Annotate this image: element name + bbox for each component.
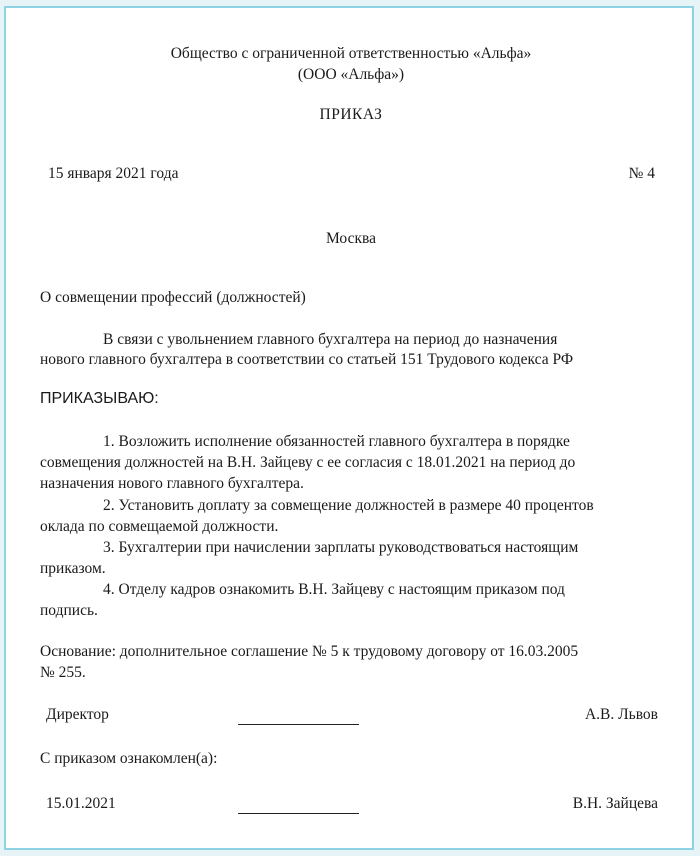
city: Москва xyxy=(326,230,376,247)
order-number: № 4 xyxy=(628,165,655,182)
item-4-line-2: подпись. xyxy=(40,602,98,619)
item-1-line-1: 1. Возложить исполнение обязанностей главного бухгалтера в порядке xyxy=(103,433,570,450)
item-1-line-3: назначения нового главного бухгалтера. xyxy=(40,475,304,492)
item-2-line-1: 2. Установить доплату за совмещение должностей в размере 40 процентов xyxy=(103,497,594,514)
order-word: ПРИКАЗЫВАЮ: xyxy=(40,390,159,407)
acquainted-signature-line xyxy=(238,813,359,814)
director-signature-line xyxy=(238,724,359,725)
basis-line-1: Основание: дополнительное соглашение № 5 к трудовому договору от 16.03.2005 xyxy=(40,643,579,660)
director-title: Директор xyxy=(46,706,109,723)
acquainted-label: С приказом ознакомлен(а): xyxy=(40,750,218,767)
acquainted-name: В.Н. Зайцева xyxy=(572,795,658,812)
basis-line-2: № 255. xyxy=(40,664,86,681)
item-1-line-2: совмещения должностей на В.Н. Зайцеву с ее согласия с 18.01.2021 на период до xyxy=(40,454,576,471)
organization-short-name: (ООО «Альфа») xyxy=(297,66,405,83)
organization-full-name: Общество с ограниченной ответственностью «Альфа» xyxy=(170,45,532,62)
preamble-line-1: В связи с увольнением главного бухгалтера на период до назначения xyxy=(103,331,558,348)
item-3-line-1: 3. Бухгалтерии при начислении зарплаты руководствоваться настоящим xyxy=(103,539,579,556)
director-name: А.В. Львов xyxy=(584,706,658,723)
preamble-line-2: нового главного бухгалтера в соответствии со статьей 151 Трудового кодекса РФ xyxy=(40,351,574,368)
order-subject: О совмещении профессий (должностей) xyxy=(40,289,306,306)
acquainted-date: 15.01.2021 xyxy=(46,795,116,812)
item-2-line-2: оклада по совмещаемой должности. xyxy=(40,518,279,535)
order-document xyxy=(4,6,694,850)
item-4-line-1: 4. Отделу кадров ознакомить В.Н. Зайцеву с настоящим приказом под xyxy=(103,581,565,598)
document-title: ПРИКАЗ xyxy=(319,106,383,123)
order-date: 15 января 2021 года xyxy=(48,165,179,182)
item-3-line-2: приказом. xyxy=(40,560,106,577)
